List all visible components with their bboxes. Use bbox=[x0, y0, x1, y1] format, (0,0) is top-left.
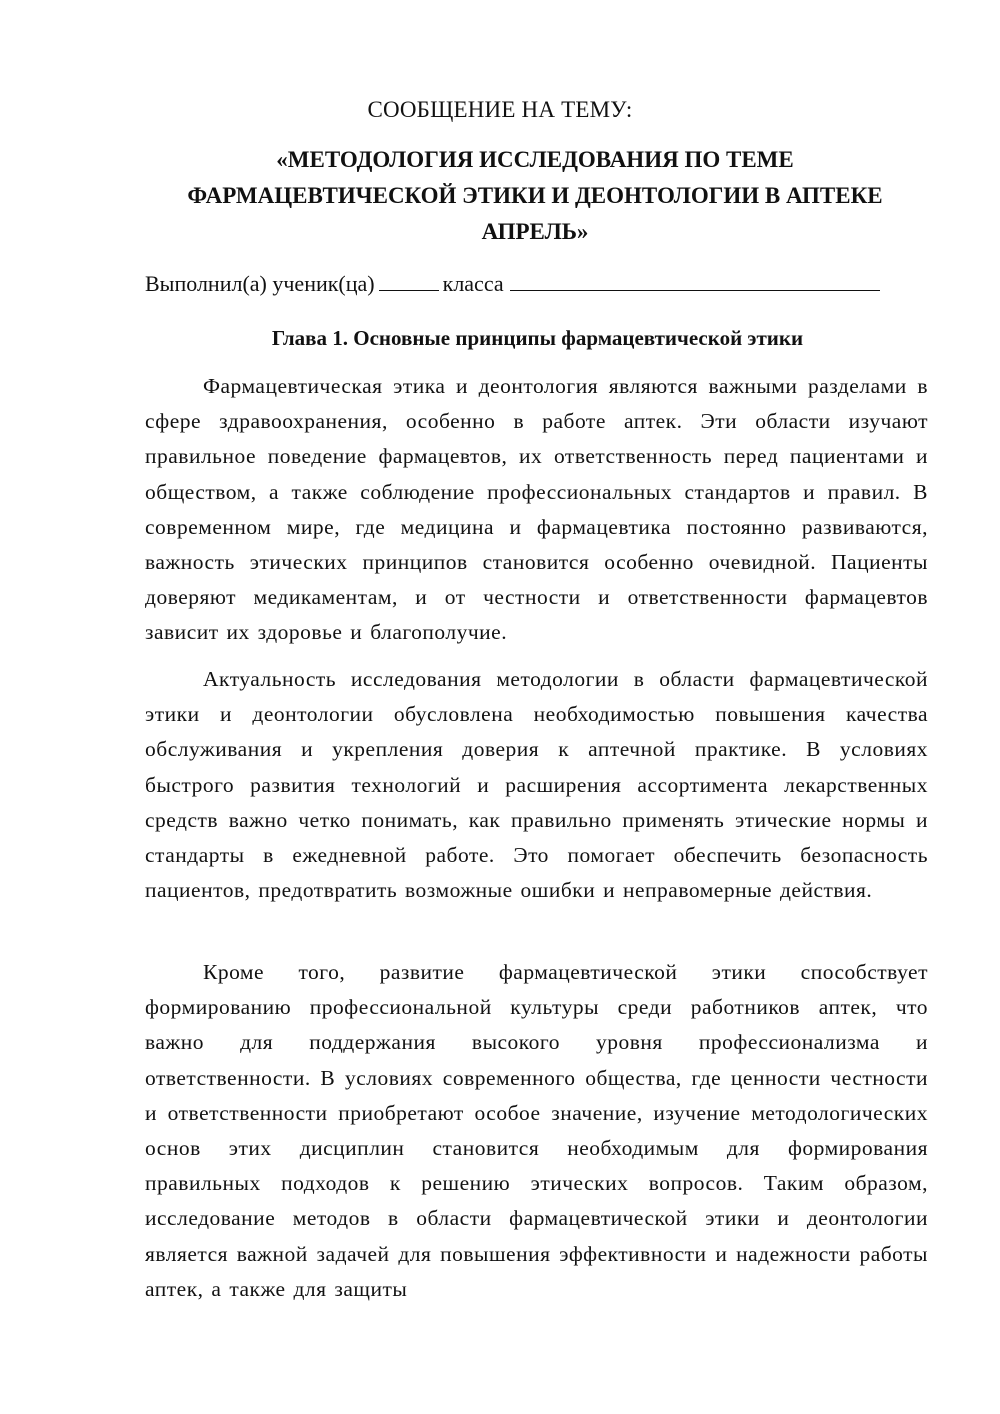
grade-blank-field bbox=[379, 268, 439, 291]
paragraph: Кроме того, развитие фармацевтической этики способствует формированию профессиональной культуры среди работников аптек, что важно для поддержания высокого уровня профессионализма и ответственности. В условиях современного общества, где ценности честности и ответственности приобретают особое значение, изучение методологических основ этих дисциплин становится необходимым для формирования правильных подходов к решению этических вопросов. Таким образом, исследование методов в области фармацевтической этики и деонтологии является важной задачей для повышения эффективности и надежности работы аптек, а также для защиты bbox=[145, 960, 928, 1301]
chapter-title: Глава 1. Основные принципы фармацевтической этики bbox=[271, 326, 804, 350]
document-kind-heading: СООБЩЕНИЕ НА ТЕМУ: bbox=[367, 97, 633, 122]
paragraph: Фармацевтическая этика и деонтология являются важными разделами в сфере здравоохранения, особенно в работе аптек. Эти области изучают правильное поведение фармацевтов, их ответственность перед пациентами и обществом, а также соблюдение профессиональных стандартов и правил. В современном мире, где медицина и фармацевтика постоянно развиваются, важность этических принципов становится особенно очевидной. Пациенты доверяют медикаментам, и от честности и ответственности фармацевтов зависит их здоровье и благополучие. bbox=[145, 374, 928, 645]
document-title: «МЕТОДОЛОГИЯ ИССЛЕДОВАНИЯ ПО ТЕМЕ ФАРМАЦЕВТИЧЕСКОЙ ЭТИКИ И ДЕОНТОЛОГИИ В АПТЕКЕ АПРЕЛЬ» bbox=[187, 147, 883, 244]
author-line bbox=[145, 268, 935, 299]
class-label: класса bbox=[442, 271, 504, 296]
paragraph: Актуальность исследования методологии в области фармацевтической этики и деонтологии обусловлена необходимостью повышения качества обслуживания и укрепления доверия к аптечной практике. В условиях быстрого развития технологий и расширения ассортимента лекарственных средств важно четко понимать, как правильно применять этические нормы и стандарты в ежедневной работе. Это помогает обеспечить безопасность пациентов, предотвратить возможные ошибки и неправомерные действия. bbox=[145, 667, 928, 903]
name-blank-field bbox=[510, 268, 880, 291]
author-prefix-label: Выполнил(а) ученик(ца) bbox=[145, 271, 375, 296]
